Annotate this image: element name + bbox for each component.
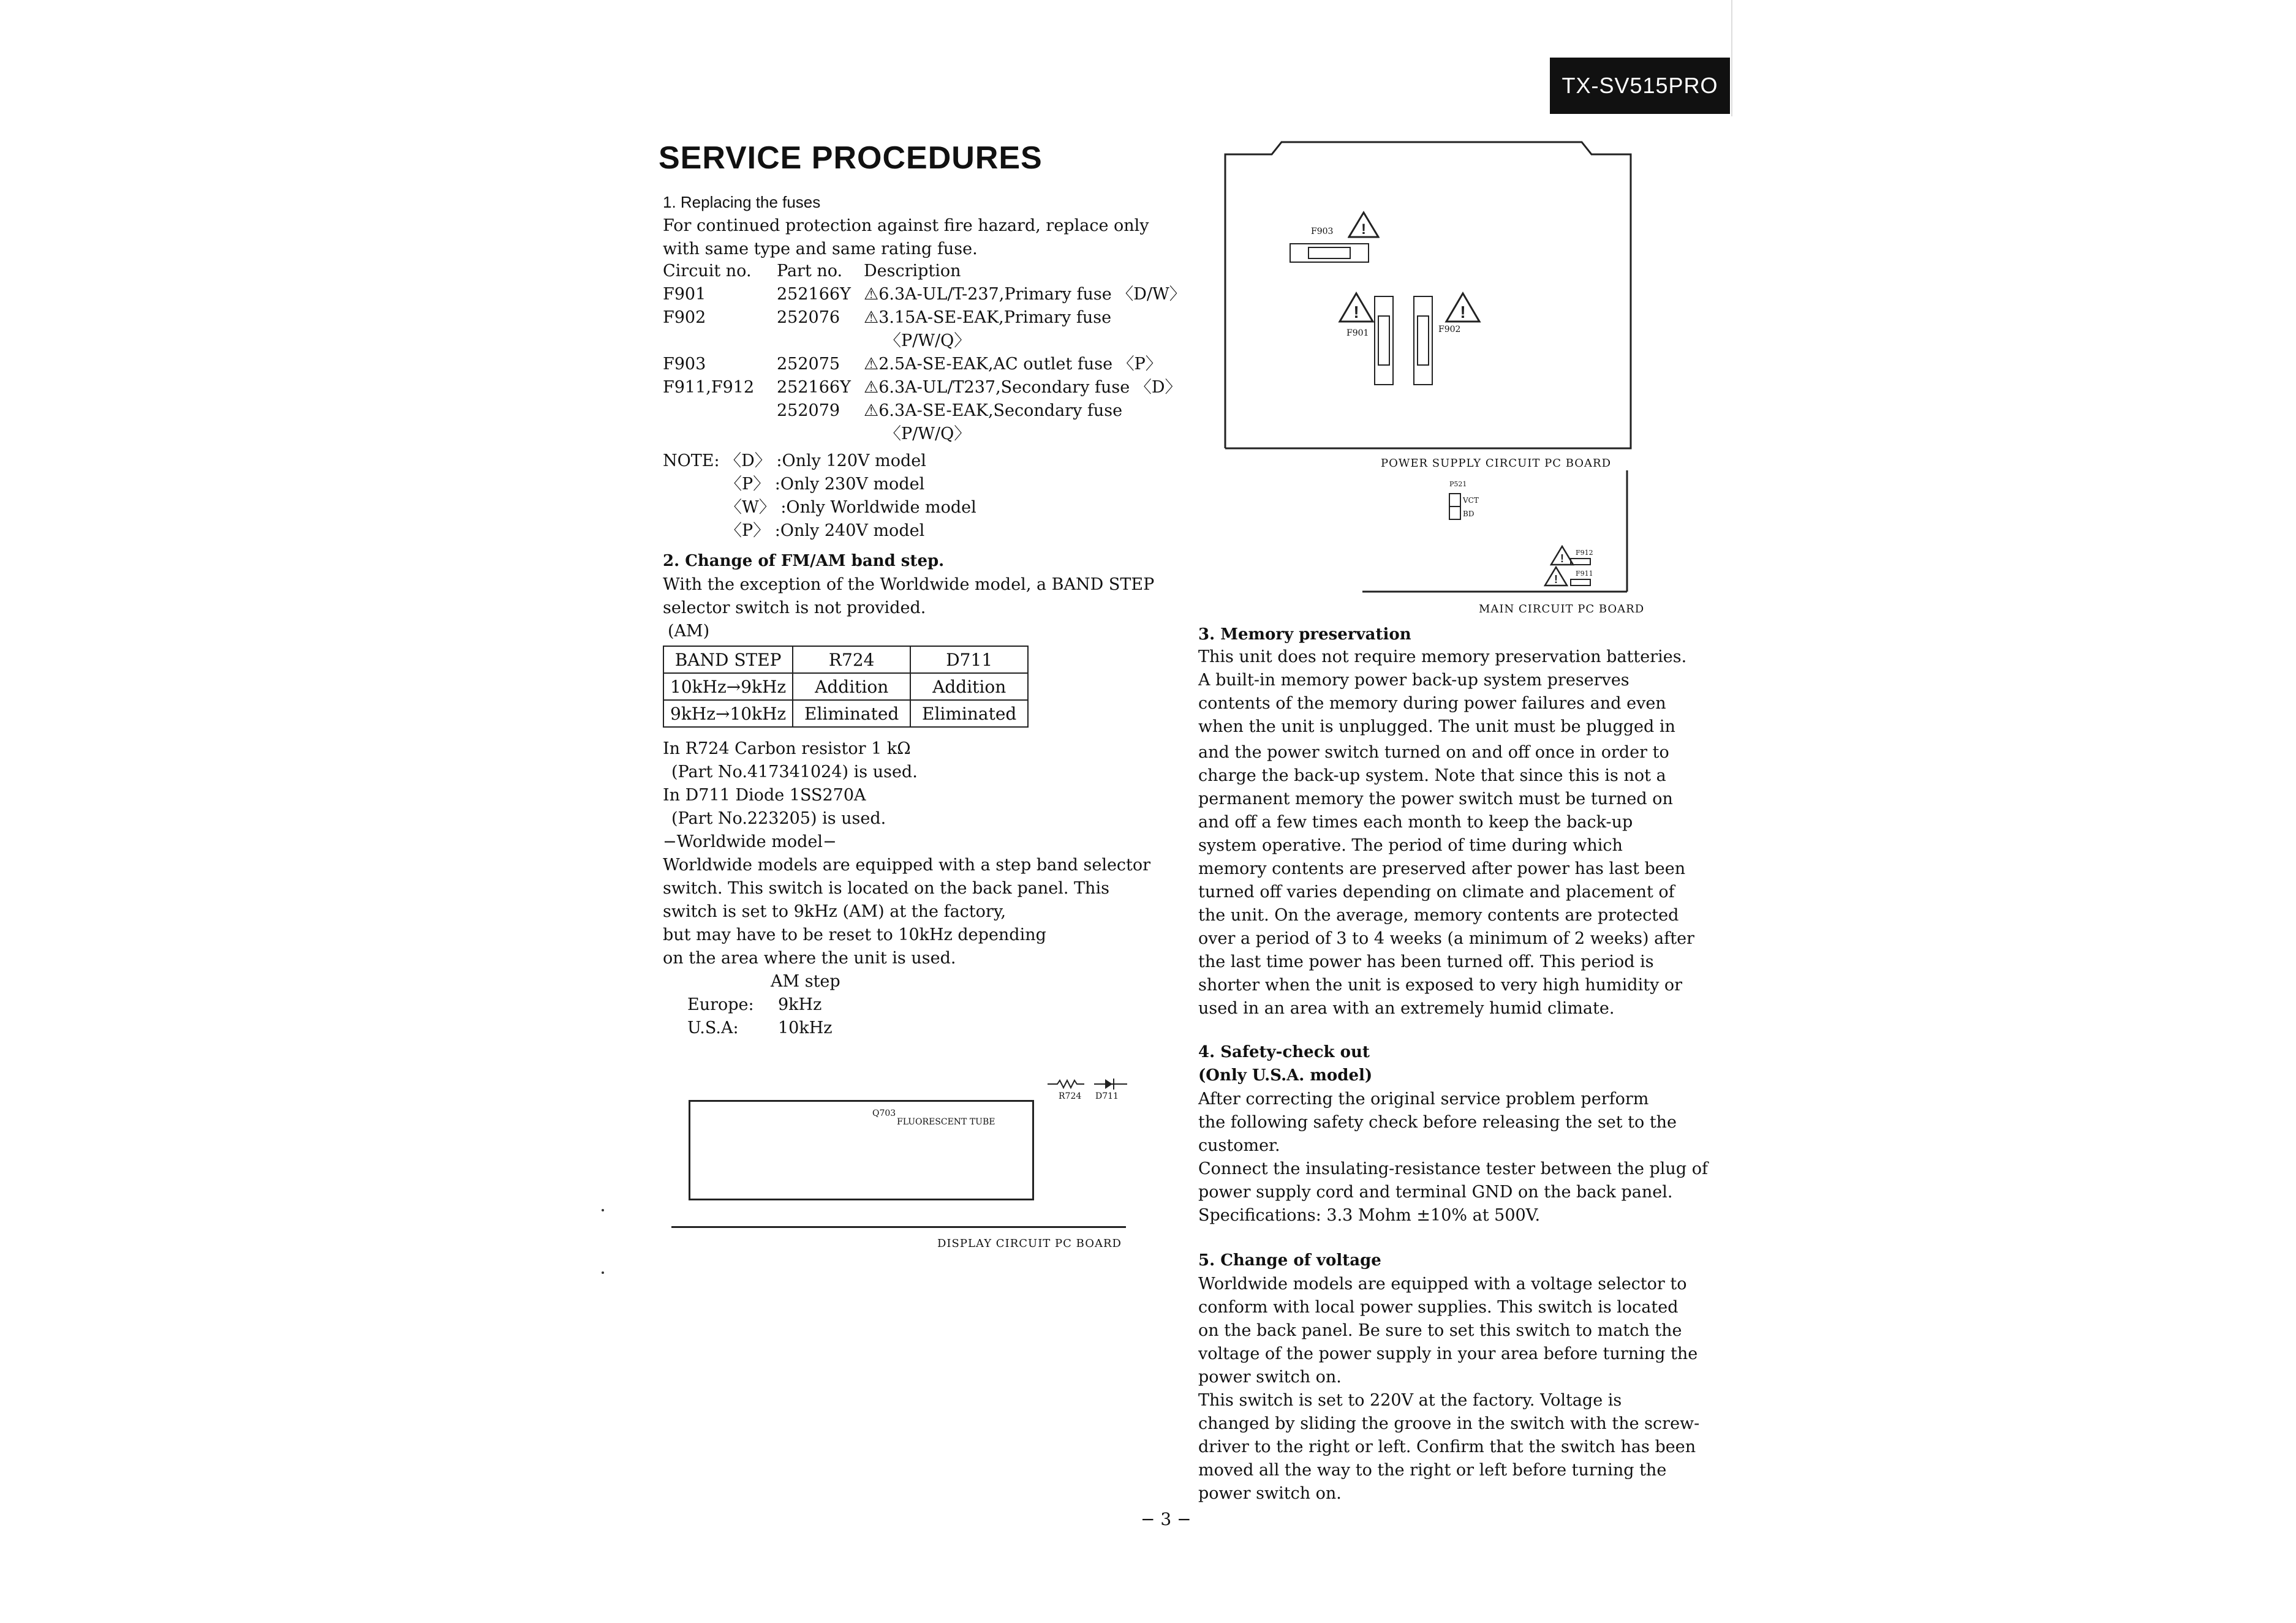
sec1-intro-1: For continued protection against fire hazard, replace only [663, 216, 1149, 235]
display-board-caption: DISPLAY CIRCUIT PC BOARD [937, 1237, 1122, 1250]
svg-text:!: ! [1353, 303, 1359, 322]
am-label: (AM) [668, 622, 710, 641]
scan-edge-line [1731, 0, 1732, 116]
sec4-line: the following safety check before releasing the set to the [1198, 1113, 1677, 1132]
sec5-line: power switch on. [1198, 1484, 1342, 1503]
fluorescent-tube-label: FLUORESCENT TUBE [897, 1117, 995, 1127]
sec3-line: over a period of 3 to 4 weeks (a minimum of 2 weeks) after [1198, 929, 1694, 948]
fuse-row-part: 252166Y [777, 378, 851, 397]
svg-text:!: ! [1460, 303, 1466, 322]
fuse-row-desc: ⚠3.15A-SE-EAK,Primary fuse [864, 308, 1112, 327]
am-step-value: 10kHz [778, 1019, 833, 1037]
table-cell: Eliminated [910, 700, 1028, 727]
fuse-row-desc: ⚠6.3A-UL/T237,Secondary fuse 〈D〉 [864, 378, 1182, 397]
sec5-line: voltage of the power supply in your area before turning the [1198, 1344, 1698, 1363]
sec2-line: switch is set to 9kHz (AM) at the factory, [663, 902, 1006, 921]
svg-text:!: ! [1554, 573, 1558, 586]
sec5-line: on the back panel. Be sure to set this switch to match the [1198, 1321, 1682, 1340]
am-step-region: Europe: [687, 995, 754, 1014]
table-header-row [663, 646, 1028, 673]
sec4-line: Connect the insulating-resistance tester between the plug of [1198, 1159, 1708, 1178]
table-header: D711 [910, 646, 1028, 673]
vct-label: VCT [1463, 496, 1479, 505]
sec4-line: customer. [1198, 1136, 1280, 1155]
power-board-caption: POWER SUPPLY CIRCUIT PC BOARD [1381, 457, 1612, 470]
sec3-line: turned off varies depending on climate and placement of [1198, 883, 1675, 902]
table-cell: Addition [793, 673, 910, 700]
sec3-line: system operative. The period of time during which [1198, 836, 1623, 855]
sec3-line: used in an area with an extremely humid climate. [1198, 999, 1615, 1018]
sec2-line: In R724 Carbon resistor 1 kΩ [663, 739, 911, 758]
sec2-line: −Worldwide model− [663, 832, 837, 851]
warning-triangle-icon [1444, 292, 1481, 323]
table-cell: 9kHz→10kHz [663, 700, 793, 727]
fuse-col-header-circuit: Circuit no. [663, 262, 752, 281]
sec3-line: when the unit is unplugged. The unit must be plugged in [1198, 717, 1675, 736]
sec3-line: the unit. On the average, memory contents are protected [1198, 906, 1679, 925]
sec4-heading: 4. Safety-check out [1198, 1043, 1370, 1061]
sec2-intro-1: With the exception of the Worldwide model, a BAND STEP [663, 575, 1155, 594]
fuse-row-circuit: F911,F912 [663, 378, 755, 397]
sec2-line: but may have to be reset to 10kHz depending [663, 925, 1046, 944]
sec5-line: conform with local power supplies. This switch is located [1198, 1298, 1679, 1317]
warning-triangle-icon [1338, 292, 1375, 323]
sec1-intro-2: with same type and same rating fuse. [663, 239, 978, 258]
sec5-line: changed by sliding the groove in the switch with the screw- [1198, 1414, 1700, 1433]
sec5-line: driver to the right or left. Confirm that the switch has been [1198, 1437, 1696, 1456]
sec3-line: permanent memory the power switch must be turned on [1198, 789, 1673, 808]
main-board-outline [1360, 469, 1636, 599]
svg-text:!: ! [1361, 221, 1366, 238]
display-board-outline [689, 1100, 1034, 1200]
sec4-line: power supply cord and terminal GND on the back panel. [1198, 1183, 1673, 1202]
fuse-row-circuit: F901 [663, 285, 706, 304]
note-line: NOTE: 〈D〉 :Only 120V model [663, 451, 926, 470]
fuse-row-desc: ⚠6.3A-UL/T-237,Primary fuse 〈D/W〉 [864, 285, 1186, 304]
sec5-line: This switch is set to 220V at the factory. Voltage is [1198, 1391, 1622, 1410]
table-row [663, 700, 1028, 727]
sec2-line: (Part No.417341024) is used. [671, 763, 918, 781]
svg-text:!: ! [1560, 552, 1564, 565]
fuse-row-desc: ⚠6.3A-SE-EAK,Secondary fuse [864, 401, 1123, 420]
warning-triangle-icon [1544, 566, 1568, 587]
sec4-line: After correcting the original service problem perform [1198, 1090, 1649, 1109]
sec1-heading: 1. Replacing the fuses [663, 193, 821, 211]
sec3-line: contents of the memory during power failures and even [1198, 694, 1666, 713]
note-line: 〈W〉 :Only Worldwide model [725, 498, 976, 517]
display-board-edge-line [671, 1226, 1126, 1228]
am-step-region: U.S.A: [687, 1019, 739, 1037]
fuse-row-circuit: F902 [663, 308, 706, 327]
sec2-heading: 2. Change of FM/AM band step. [663, 552, 945, 570]
fuse-row-part: 252166Y [777, 285, 851, 304]
f912-label: F912 [1576, 549, 1593, 557]
table-header: BAND STEP [663, 646, 793, 673]
f903-label: F903 [1311, 227, 1334, 236]
power-board-outline [1223, 138, 1645, 451]
fuse-col-header-part: Part no. [777, 262, 843, 281]
sec3-line: and the power switch turned on and off once in order to [1198, 743, 1669, 762]
sec2-line: Worldwide models are equipped with a step band selector [663, 856, 1151, 875]
f902-label: F902 [1438, 325, 1461, 334]
sec4-line: Specifications: 3.3 Mohm ±10% at 500V. [1198, 1206, 1541, 1225]
sec2-line: on the area where the unit is used. [663, 949, 956, 968]
page-title: SERVICE PROCEDURES [659, 140, 1043, 176]
resistor-diode-symbol [1046, 1073, 1132, 1091]
sec4-subheading: (Only U.S.A. model) [1198, 1066, 1373, 1085]
table-cell: 10kHz→9kHz [663, 673, 793, 700]
sec3-line: shorter when the unit is exposed to very high humidity or [1198, 976, 1683, 995]
sec5-line: power switch on. [1198, 1368, 1342, 1387]
note-line: 〈P〉 :Only 240V model [725, 521, 925, 540]
band-step-table [663, 646, 1029, 728]
am-step-value: 9kHz [778, 995, 822, 1014]
fuse-col-header-desc: Description [864, 262, 961, 281]
sec2-line: switch. This switch is located on the back panel. This [663, 879, 1109, 898]
sec2-intro-2: selector switch is not provided. [663, 598, 926, 617]
page-number: − 3 − [1141, 1509, 1191, 1529]
sec3-line: A built-in memory power back-up system preserves [1198, 671, 1629, 690]
table-cell: Eliminated [793, 700, 910, 727]
scan-speck [602, 1209, 604, 1211]
f911-label: F911 [1576, 570, 1593, 578]
warning-triangle-icon [1348, 211, 1380, 239]
sec5-heading: 5. Change of voltage [1198, 1251, 1381, 1270]
fuse-row-part: 252079 [777, 401, 840, 420]
r724-label: R724 [1059, 1091, 1082, 1101]
q703-label: Q703 [872, 1109, 896, 1118]
bd-label: BD [1463, 510, 1475, 518]
sec2-line: (Part No.223205) is used. [671, 809, 886, 828]
scan-speck [602, 1271, 604, 1274]
sec5-line: moved all the way to the right or left before turning the [1198, 1461, 1667, 1480]
fuse-row-part: 252075 [777, 355, 840, 374]
main-board-caption: MAIN CIRCUIT PC BOARD [1479, 603, 1645, 616]
sec3-line: This unit does not require memory preservation batteries. [1198, 647, 1687, 666]
note-line: 〈P〉 :Only 230V model [725, 475, 925, 494]
fuse-row-circuit: F903 [663, 355, 706, 374]
model-badge: TX-SV515PRO [1550, 58, 1730, 114]
sec3-line: and off a few times each month to keep the back-up [1198, 813, 1633, 832]
sec3-line: memory contents are preserved after power has last been [1198, 859, 1686, 878]
fuse-row-desc-cont: 〈P/W/Q〉 [885, 331, 971, 350]
sec3-heading: 3. Memory preservation [1198, 625, 1411, 644]
fuse-row-part: 252076 [777, 308, 840, 327]
sec3-line: the last time power has been turned off. This period is [1198, 952, 1654, 971]
sec5-line: Worldwide models are equipped with a voltage selector to [1198, 1275, 1687, 1294]
sec3-line: charge the back-up system. Note that since this is not a [1198, 766, 1666, 785]
table-row [663, 673, 1028, 700]
p521-label: P521 [1449, 480, 1467, 488]
warning-triangle-icon [1550, 545, 1574, 566]
table-header: R724 [793, 646, 910, 673]
fuse-row-desc-cont: 〈P/W/Q〉 [885, 424, 971, 443]
d711-label: D711 [1095, 1091, 1119, 1101]
f901-label: F901 [1346, 328, 1369, 338]
am-step-header: AM step [771, 972, 840, 991]
table-cell: Addition [910, 673, 1028, 700]
sec2-line: In D711 Diode 1SS270A [663, 786, 866, 805]
fuse-row-desc: ⚠2.5A-SE-EAK,AC outlet fuse 〈P〉 [864, 355, 1162, 374]
